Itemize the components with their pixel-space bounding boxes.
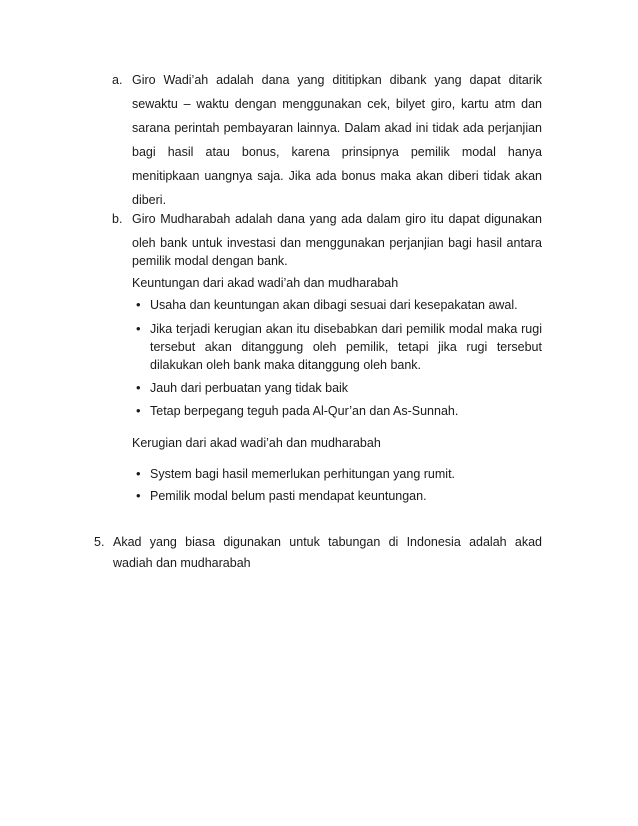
bullet-icon: • bbox=[136, 380, 141, 395]
bullet-text: Jika terjadi kerugian akan itu disebabkan dari pemilik modal maka rugi bbox=[150, 322, 542, 336]
bullet-icon: • bbox=[136, 488, 141, 503]
paragraph-line: oleh bank untuk investasi dan menggunakan perjanjian bagi hasil antara bbox=[132, 236, 542, 250]
bullet-text: dilakukan oleh bank maka ditanggung oleh bank. bbox=[150, 358, 422, 372]
paragraph-line: pemilik modal dengan bank. bbox=[132, 254, 288, 268]
paragraph-line: wadiah dan mudharabah bbox=[113, 556, 251, 570]
section-heading: Kerugian dari akad wadi’ah dan mudharabah bbox=[132, 436, 381, 450]
paragraph-line: sewaktu – waktu dengan menggunakan cek, bilyet giro, kartu atm dan bbox=[132, 97, 542, 111]
bullet-icon: • bbox=[136, 466, 141, 481]
paragraph-line: sarana perintah pembayaran lainnya. Dalam akad ini tidak ada perjanjian bbox=[132, 121, 542, 135]
paragraph-line: menitipkaan uangnya saja. Jika ada bonus maka akan diberi tidak akan bbox=[132, 169, 542, 183]
bullet-text: System bagi hasil memerlukan perhitungan yang rumit. bbox=[150, 467, 456, 481]
paragraph-line: Giro Wadi’ah adalah dana yang dititipkan dibank yang dapat ditarik bbox=[132, 73, 542, 87]
bullet-text: Pemilik modal belum pasti mendapat keuntungan. bbox=[150, 489, 427, 503]
bullet-icon: • bbox=[136, 321, 141, 336]
bullet-icon: • bbox=[136, 297, 141, 312]
bullet-text: tersebut akan ditanggung oleh pemilik, tetapi jika rugi tersebut bbox=[150, 340, 542, 354]
bullet-icon: • bbox=[136, 403, 141, 418]
paragraph-line: diberi. bbox=[132, 193, 167, 207]
bullet-text: Tetap berpegang teguh pada Al-Qur’an dan As-Sunnah. bbox=[150, 404, 459, 418]
section-heading: Keuntungan dari akad wadi’ah dan mudharabah bbox=[132, 276, 399, 290]
list-marker-a: a. bbox=[112, 73, 123, 87]
paragraph-line: Giro Mudharabah adalah dana yang ada dalam giro itu dapat digunakan bbox=[132, 212, 542, 226]
paragraph-line: bagi hasil atau bonus, karena prinsipnya pemilik modal hanya bbox=[132, 145, 542, 159]
bullet-text: Usaha dan keuntungan akan dibagi sesuai dari kesepakatan awal. bbox=[150, 298, 518, 312]
bullet-text: Jauh dari perbuatan yang tidak baik bbox=[150, 381, 349, 395]
list-marker-b: b. bbox=[112, 212, 123, 226]
list-marker-5: 5. bbox=[94, 535, 105, 549]
paragraph-line: Akad yang biasa digunakan untuk tabungan di Indonesia adalah akad bbox=[113, 535, 542, 549]
